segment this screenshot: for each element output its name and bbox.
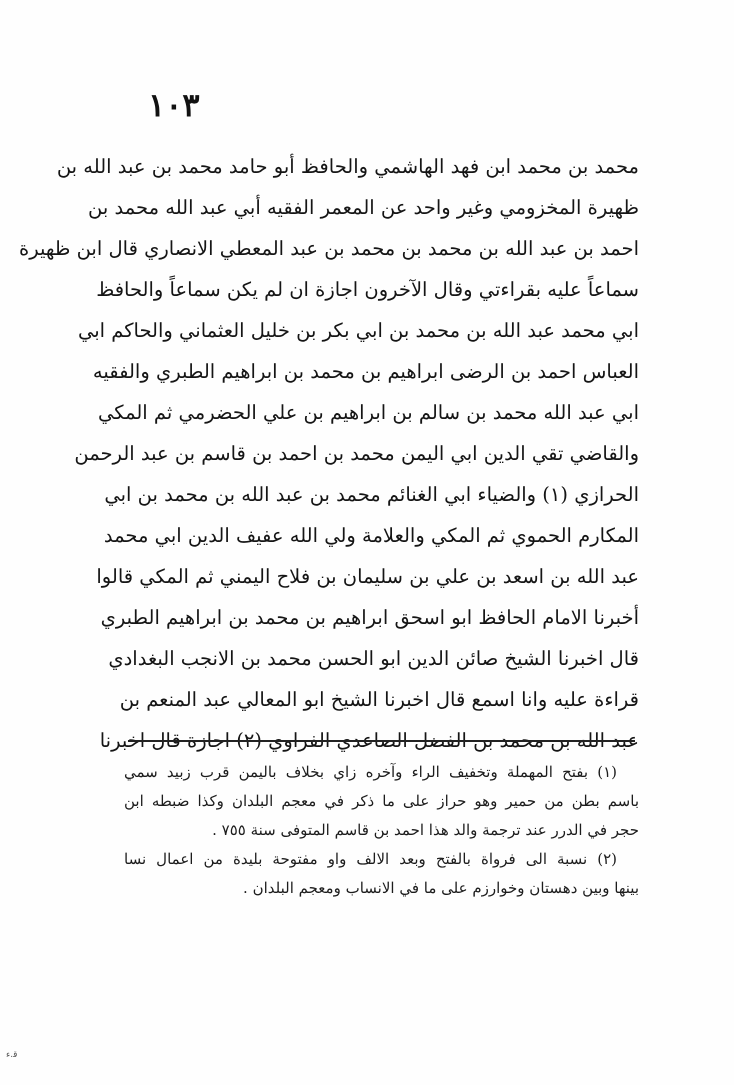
text-line: محمد بن محمد ابن فهد الهاشمي والحافظ أبو حامد محمد بن عبد الله بن (56, 155, 639, 178)
text-line: الحرازي (١) والضياء ابي الغنائم محمد بن عبد الله بن محمد بن ابي (104, 483, 639, 506)
footnote-line: بينها وبين دهستان وخوارزم على ما في الانساب ومعجم البلدان . (243, 879, 639, 897)
text-line: قراءة عليه وانا اسمع قال اخبرنا الشيخ ابو المعالي عبد المنعم بن (119, 688, 639, 711)
text-line: احمد بن عبد الله بن محمد بن محمد بن عبد المعطي الانصاري قال ابن ظهيرة (19, 237, 639, 260)
text-line: عبد الله بن اسعد بن علي بن سليمان بن فلاح اليمني ثم المكي قالوا (96, 565, 639, 588)
page-number: ١٠٣ (148, 86, 200, 124)
text-line: المكارم الحموي ثم المكي والعلامة ولي الله عفيف الدين ابي محمد (103, 524, 639, 547)
footnote-divider (128, 740, 635, 742)
footnote-1 (124, 758, 639, 845)
text-line: والقاضي تقي الدين ابي اليمن محمد بن احمد بن قاسم بن عبد الرحمن (74, 442, 639, 465)
text-line: ظهيرة المخزومي وغير واحد عن المعمر الفقيه أبي عبد الله محمد بن (88, 196, 639, 219)
text-line: قال اخبرنا الشيخ صائن الدين ابو الحسن محمد بن الانجب البغدادي (108, 647, 639, 670)
text-line: سماعاً عليه بقراءتي وقال الآخرون اجازة ان لم يكن سماعاً والحافظ (96, 278, 639, 301)
margin-mark: ﻗ.ﺀ (6, 1050, 18, 1060)
text-line: عبد الله بن محمد بن الفضل الصاعدي الفراوي (٢) اجازة قال اخبرنا (99, 729, 639, 752)
footnotes-block (124, 758, 639, 903)
text-line: ابي محمد عبد الله بن محمد بن ابي بكر بن خليل العثماني والحاكم ابي (77, 319, 639, 342)
text-line: العباس احمد بن الرضى ابراهيم بن محمد بن ابراهيم الطبري والفقيه (92, 360, 639, 383)
footnote-line: (١) بفتح المهملة وتخفيف الراء وآخره زاي بخلاف باليمن قرب زبيد سمي (124, 763, 617, 781)
text-line: ابي عبد الله محمد بن سالم بن ابراهيم بن علي الحضرمي ثم المكي (98, 401, 639, 424)
footnote-line: باسم بطن من حمير وهو حراز على ما ذكر في معجم البلدان وكذا ضبطه ابن (124, 792, 639, 810)
footnote-2 (124, 845, 639, 903)
main-text-block (19, 146, 639, 761)
text-line: أخبرنا الامام الحافظ ابو اسحق ابراهيم بن محمد بن ابراهيم الطبري (100, 606, 639, 629)
footnote-line: حجر في الدرر عند ترجمة والد هذا احمد بن قاسم المتوفى سنة ٧٥٥ . (212, 821, 639, 839)
footnote-line: (٢) نسبة الى فرواة بالفتح وبعد الالف واو مفتوحة بليدة من اعمال نسا (124, 850, 617, 868)
